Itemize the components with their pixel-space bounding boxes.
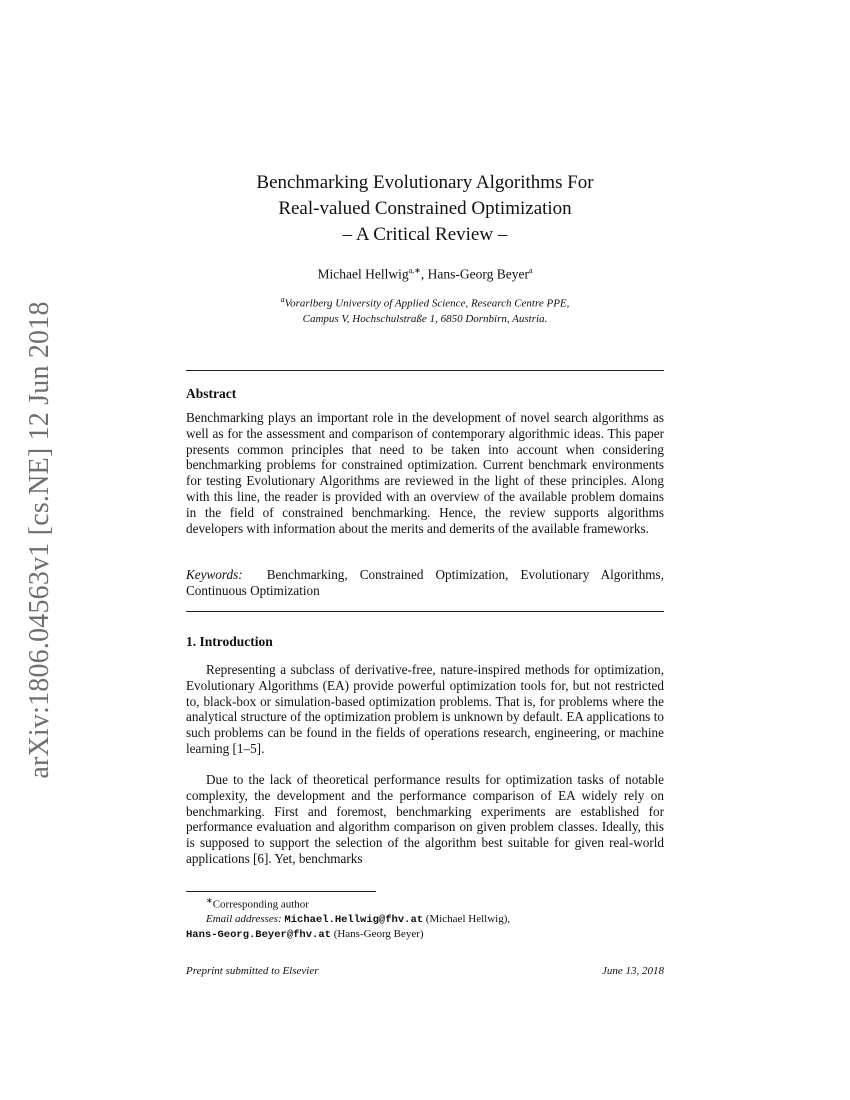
keywords (186, 567, 664, 599)
author-beyer: Hans-Georg Beyer (427, 266, 529, 282)
keywords-label: Keywords: (186, 567, 243, 582)
title-line-1: Benchmarking Evolutionary Algorithms For (256, 172, 594, 193)
affiliation-line-2: Campus V, Hochschulstraße 1, 6850 Dornbirn, Austria. (302, 312, 548, 325)
author-beyer-affiliation-mark: a (528, 266, 533, 275)
corresponding-author-note: Corresponding author (212, 898, 309, 911)
author-hellwig-affiliation-mark: a,∗ (408, 266, 421, 275)
footnote-rule (186, 891, 376, 892)
email-hellwig-name: (Michael Hellwig), (425, 912, 511, 925)
affiliation-mark: a (280, 295, 285, 304)
preprint-note: Preprint submitted to Elsevier (186, 965, 319, 977)
arxiv-identifier-stamp: arXiv:1806.04563v1 [cs.NE] 12 Jun 2018 (24, 301, 55, 779)
affiliation-line-1: Vorarlberg University of Applied Science, Research Centre PPE, (284, 297, 570, 310)
affiliation (186, 292, 664, 327)
author-separator: , (420, 266, 428, 282)
title-line-3: – A Critical Review – (342, 224, 508, 245)
author-hellwig: Michael Hellwig (317, 266, 409, 282)
introduction-paragraph-2: Due to the lack of theoretical performance results for optimization tasks of notable complexity, the development and the performance comparison of EA widely rely on benchmarking. First and foremost, benchmarking experiments are established for performance evaluation and algorithm comparison on given problem classes. Ideally, this is supposed to support the selection of the algorithm best suitable for given real-world applications [6]. Yet, benchmarks (186, 772, 664, 866)
abstract-top-rule (186, 370, 664, 371)
page-footer (186, 965, 664, 977)
abstract-bottom-rule (186, 611, 664, 612)
email-label: Email addresses: (206, 912, 282, 925)
section-heading-introduction: 1. Introduction (186, 634, 273, 649)
keywords-list: Benchmarking, Constrained Optimization, Evolutionary Algorithms, Continuous Optimization (186, 567, 664, 598)
author-list (186, 266, 664, 283)
footnote-mark: ∗ (206, 896, 213, 905)
paper-title (186, 170, 664, 248)
preprint-date: June 13, 2018 (601, 965, 664, 977)
email-hellwig[interactable]: Michael.Hellwig@fhv.at (284, 913, 424, 926)
email-beyer[interactable]: Hans-Georg.Beyer@fhv.at (186, 928, 331, 941)
abstract-heading: Abstract (186, 386, 237, 401)
title-line-2: Real-valued Constrained Optimization (278, 198, 572, 219)
email-beyer-name: (Hans-Georg Beyer) (333, 927, 424, 940)
footnote (186, 894, 664, 942)
introduction-paragraph-1: Representing a subclass of derivative-free, nature-inspired methods for optimization, Evolutionary Algorithms (EA) provide powerful optimization tools for, but not restricted to, black-box or simulation-based optimization problems. That is, for problems where the analytical structure of the optimization problem is unknown by default. EA applications to such problems can be found in the fields of operations research, engineering, or machine learning [1–5]. (186, 662, 664, 756)
abstract-text: Benchmarking plays an important role in the development of novel search algorithms as well as for the assessment and comparison of contemporary algorithmic ideas. This paper presents common principles that need to be taken into account when considering benchmarking problems for constrained optimization. Current benchmark environments for testing Evolutionary Algorithms are reviewed in the light of these principles. Along with this line, the reader is provided with an overview of the available problem domains in the field of constrained benchmarking. Hence, the review supports algorithms developers with information about the merits and demerits of the available frameworks. (186, 410, 664, 536)
